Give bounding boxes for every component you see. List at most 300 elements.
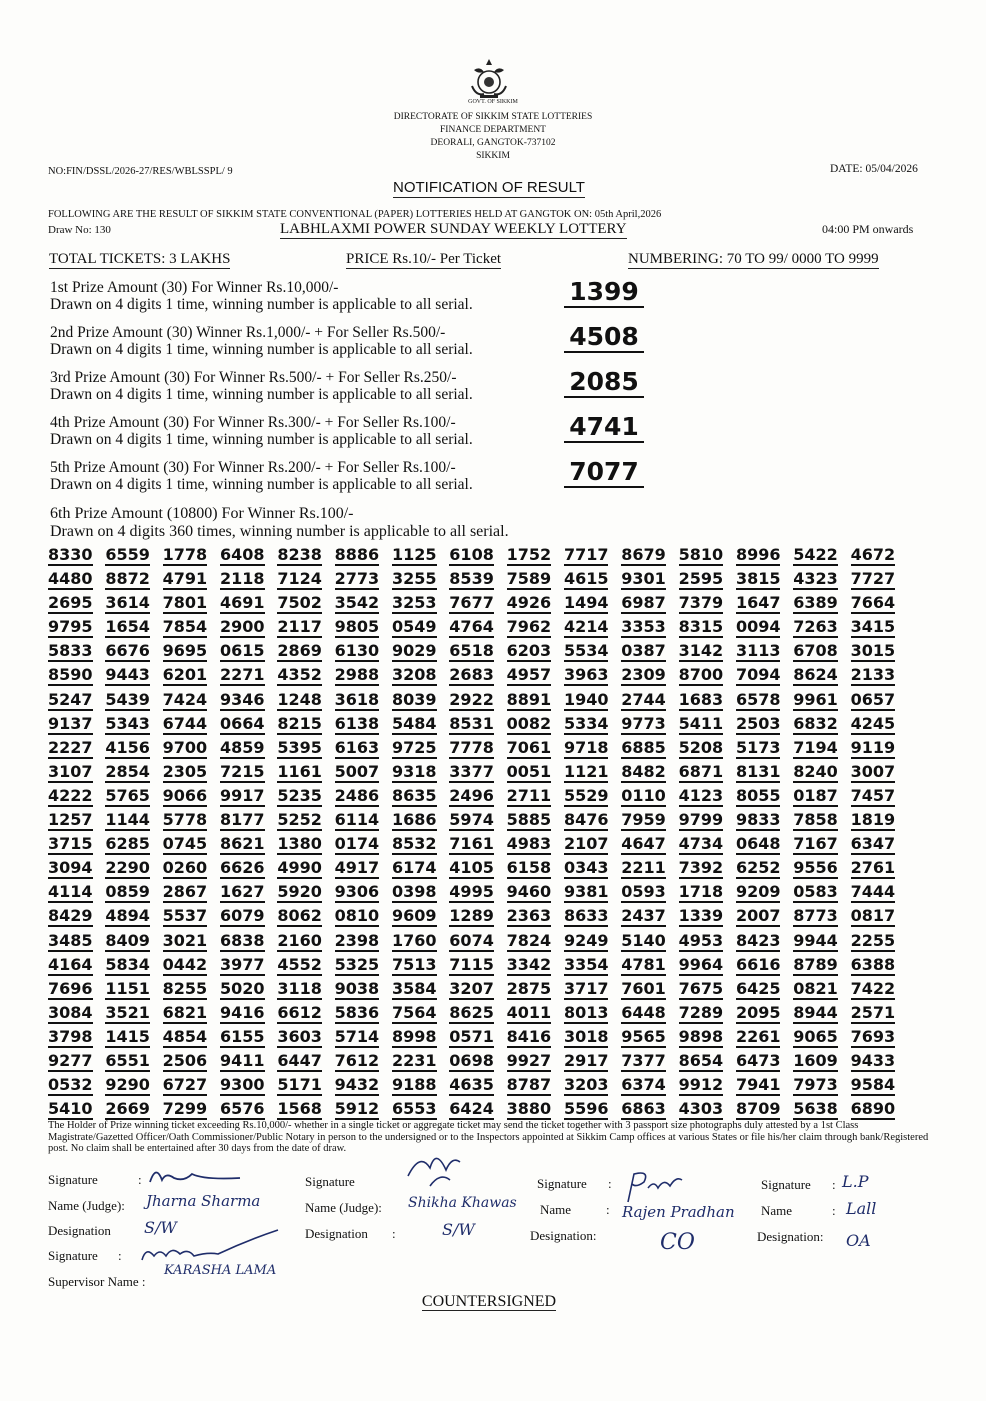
prize-6-number-text: 9584 xyxy=(850,1075,896,1095)
prize-6-number xyxy=(48,1026,105,1050)
prize-6-number xyxy=(679,689,736,713)
prize-6-number xyxy=(105,664,162,688)
prize-6-number-text: 2095 xyxy=(735,1002,781,1022)
prize-6-number xyxy=(564,640,621,664)
signature-3-scribble xyxy=(622,1166,692,1206)
prize-6-number-text: 6576 xyxy=(219,1099,265,1119)
prize-6-number xyxy=(793,954,850,978)
prize-6-number xyxy=(679,713,736,737)
prize-6-number xyxy=(163,905,220,929)
prize-6-number-text: 9416 xyxy=(219,1002,265,1022)
prize-6-number-text: 8416 xyxy=(506,1026,552,1046)
prize-title: 5th Prize Amount (30) For Winner Rs.200/- + For Seller Rs.100/- xyxy=(50,459,456,476)
prize-6-number-text: 9038 xyxy=(334,978,380,998)
countersigned-heading xyxy=(0,1293,978,1311)
prize-6-number-text: 8055 xyxy=(735,785,781,805)
prize-6-number-text: 4156 xyxy=(105,737,150,757)
prize-6-number-text: 8131 xyxy=(735,761,781,781)
prize-6-number-text: 5810 xyxy=(678,545,724,564)
prize-6-number xyxy=(48,640,105,664)
name-label-3: Name xyxy=(540,1202,572,1217)
prize-6-number xyxy=(163,978,220,1002)
prize-6-number-text: 1718 xyxy=(678,882,724,902)
prize-6-number xyxy=(851,640,908,664)
prize-6-number-text: 8625 xyxy=(449,1002,494,1022)
prize-6-number-text: 1568 xyxy=(277,1099,322,1119)
prize-6-number xyxy=(335,1026,392,1050)
prize-6-number-text: 9318 xyxy=(391,761,437,781)
prize-6-number-text: 0549 xyxy=(391,617,437,637)
directorate-line: DIRECTORATE OF SIKKIM STATE LOTTERIES xyxy=(393,112,593,122)
prize-6-number xyxy=(851,592,908,616)
prize-6-number xyxy=(392,857,449,881)
prize-6-number-text: 9301 xyxy=(621,569,666,589)
prize-6-number xyxy=(449,930,506,954)
prize-6-number xyxy=(736,833,793,857)
prize-6-number-text: 2506 xyxy=(162,1050,208,1070)
prize-6-number-text: 9249 xyxy=(563,930,609,950)
prize-6-number-text: 0821 xyxy=(793,978,838,998)
prize-6-number xyxy=(679,1002,736,1026)
prize-6-number xyxy=(679,761,736,785)
prize-6-number xyxy=(163,1098,220,1122)
prize-6-number xyxy=(163,664,220,688)
prize-6-number-text: 5173 xyxy=(735,737,781,757)
prize-6-number-text: 5422 xyxy=(793,545,838,564)
prize-6-number xyxy=(449,713,506,737)
prize-6-number-text: 9700 xyxy=(162,737,208,757)
prize-6-number xyxy=(564,978,621,1002)
prize-6-number xyxy=(392,1098,449,1122)
prize-6-number xyxy=(335,905,392,929)
prize-6-number xyxy=(679,616,736,640)
prize-6-number xyxy=(793,689,850,713)
prize-6-number xyxy=(335,930,392,954)
prize-6-number-text: 7377 xyxy=(621,1050,666,1070)
prize-6-number xyxy=(335,785,392,809)
prize-6-number-text: 4323 xyxy=(793,569,838,589)
designation-value-4: OA xyxy=(846,1231,871,1250)
prize-6-number-text: 4615 xyxy=(563,569,609,589)
prize-6-number xyxy=(621,1002,678,1026)
prize-6-number-text: 0859 xyxy=(105,882,150,902)
prize-6-number xyxy=(851,785,908,809)
prize-6-number xyxy=(621,785,678,809)
prize-6-number-text: 6108 xyxy=(449,545,494,564)
prize-6-number-text: 5714 xyxy=(334,1026,380,1046)
prize-6-number xyxy=(736,785,793,809)
prize-6-number xyxy=(335,568,392,592)
prize-6-number-text: 7299 xyxy=(162,1099,208,1119)
prize-6-number-text: 3015 xyxy=(850,641,896,661)
prize-6-number-text: 2595 xyxy=(678,569,724,589)
designation-label-3: Designation: xyxy=(530,1228,597,1243)
prize-6-number-text: 3208 xyxy=(391,665,437,685)
prize-6-number xyxy=(220,930,277,954)
prize-6-number-text: 8590 xyxy=(48,665,93,685)
prize-6-number-text: 4854 xyxy=(162,1026,208,1046)
prize-6-number-text: 9695 xyxy=(162,641,208,661)
address-line: DEORALI, GANGTOK-737102 xyxy=(430,138,556,148)
prize-6-number-text: 0698 xyxy=(449,1050,494,1070)
prize-6-number-text: 8423 xyxy=(735,930,781,950)
prize-6-number-text: 5410 xyxy=(48,1099,93,1119)
prize-6-number xyxy=(507,761,564,785)
prize-6-number-text: 4552 xyxy=(277,954,322,974)
prize-6-number-text: 8891 xyxy=(506,689,552,709)
prize-6-number-text: 1151 xyxy=(105,978,150,998)
prize-6-number xyxy=(48,1074,105,1098)
prize-6-number xyxy=(220,592,277,616)
prize-6-number xyxy=(793,1098,850,1122)
designation-label-1: Designation xyxy=(48,1223,111,1238)
prize-6-number-text: 3018 xyxy=(563,1026,609,1046)
prize-6-number xyxy=(48,737,105,761)
prize-6-number-text: 8709 xyxy=(735,1099,781,1119)
prize-6-number-text: 9066 xyxy=(162,785,208,805)
prize-6-number xyxy=(564,1002,621,1026)
prize-6-number-text: 6174 xyxy=(391,858,437,878)
prize-6-number-text: 7061 xyxy=(506,737,552,757)
prize-6-number xyxy=(621,1026,678,1050)
prize-6-number xyxy=(736,737,793,761)
prize-6-number xyxy=(736,1050,793,1074)
prize-6-number-text: 4859 xyxy=(219,737,265,757)
prize-6-number-text: 5020 xyxy=(219,978,265,998)
prize-6-number xyxy=(621,761,678,785)
prize-6-number-text: 5252 xyxy=(277,810,322,830)
prize-6-number xyxy=(851,568,908,592)
prize-6-number xyxy=(449,689,506,713)
prize-6-number xyxy=(220,954,277,978)
prize-6-number-text: 7263 xyxy=(793,617,838,637)
prize-6-number xyxy=(163,713,220,737)
prize-6-number-text: 9565 xyxy=(621,1026,666,1046)
prize-6-number xyxy=(507,1074,564,1098)
prize-6-number-text: 5912 xyxy=(334,1099,380,1119)
prize-6-number-text: 5208 xyxy=(678,737,724,757)
prize-title: 1st Prize Amount (30) For Winner Rs.10,000/- xyxy=(50,279,339,296)
prize-6-number-text: 4894 xyxy=(105,906,150,926)
prize-6-number-text: 8654 xyxy=(678,1050,724,1070)
prize-6-number-text: 1257 xyxy=(48,810,93,830)
prize-6-number-text: 0664 xyxy=(219,713,265,733)
prize-6-number xyxy=(48,785,105,809)
prize-6-number xyxy=(48,689,105,713)
prize-6-number-text: 5334 xyxy=(563,713,609,733)
prize-6-number-text: 4990 xyxy=(277,858,322,878)
prize-6-number-text: 9833 xyxy=(735,810,781,830)
prize-6-number xyxy=(163,592,220,616)
prize-6-number xyxy=(679,1050,736,1074)
prize-6-number-text: 8633 xyxy=(563,906,609,926)
prize-6-number xyxy=(163,737,220,761)
prize-6-number xyxy=(851,1074,908,1098)
prize-6-number-text: 1380 xyxy=(277,834,322,854)
reference-number: NO:FIN/DSSL/2026-27/RES/WBLSSPL/ 9 xyxy=(48,166,233,177)
prize-6-number xyxy=(48,905,105,929)
prize-6-number-text: 8240 xyxy=(793,761,838,781)
prize-6-number xyxy=(105,544,162,568)
name-label-4: Name xyxy=(761,1203,793,1218)
prize-6-number-text: 9917 xyxy=(219,785,265,805)
prize-6-number xyxy=(679,978,736,1002)
prize-6-number-text: 6285 xyxy=(105,834,150,854)
prize-6-number xyxy=(220,689,277,713)
prize-6-number-text: 0174 xyxy=(334,834,380,854)
prize-6-number xyxy=(335,857,392,881)
prize-4-block xyxy=(50,414,570,448)
prize-6-number-text: 1161 xyxy=(277,761,322,781)
prize-6-number xyxy=(564,785,621,809)
prize-6-number-text: 3717 xyxy=(563,978,609,998)
prize-6-number xyxy=(507,1098,564,1122)
prize-6-number xyxy=(736,881,793,905)
prize-6-number-text: 0387 xyxy=(621,641,666,661)
prize-6-number-text: 7392 xyxy=(678,858,724,878)
supervisor-sig-colon: : xyxy=(118,1248,122,1263)
supervisor-name-label: Supervisor Name : xyxy=(48,1274,146,1289)
prize-6-number xyxy=(793,833,850,857)
prize-6-number xyxy=(679,954,736,978)
prize-6-number-text: 9927 xyxy=(506,1050,552,1070)
prize-6-number xyxy=(851,1050,908,1074)
prize-6-number xyxy=(564,954,621,978)
prize-6-number xyxy=(48,930,105,954)
prize-6-number xyxy=(220,616,277,640)
prize-6-number-text: 2988 xyxy=(334,665,380,685)
prize-6-number-text: 5235 xyxy=(277,785,322,805)
prize-6-number xyxy=(793,1074,850,1098)
prize-6-number xyxy=(793,905,850,929)
prize-6-number xyxy=(736,930,793,954)
prize-6-number xyxy=(736,640,793,664)
prize-6-number-text: 3798 xyxy=(48,1026,93,1046)
signature-1-scribble xyxy=(144,1160,244,1188)
prize-6-number-text: 8482 xyxy=(621,761,666,781)
prize-6-number xyxy=(392,640,449,664)
prize-6-number xyxy=(793,930,850,954)
prize-6-number xyxy=(163,1050,220,1074)
prize-6-number xyxy=(392,761,449,785)
prize-6-number-text: 2744 xyxy=(621,689,666,709)
prize-6-number-text: 6163 xyxy=(334,737,380,757)
official-name-4: Lall xyxy=(846,1199,877,1218)
prize-6-number xyxy=(851,664,908,688)
prize-6-number-text: 6838 xyxy=(219,930,265,950)
prize-6-number xyxy=(220,785,277,809)
prize-6-number xyxy=(220,1098,277,1122)
prize-6-number-text: 8409 xyxy=(105,930,150,950)
prize-6-number-text: 3118 xyxy=(277,978,322,998)
prize-6-number xyxy=(851,881,908,905)
prize-6-number-text: 3521 xyxy=(105,1002,150,1022)
prize-6-number xyxy=(679,1074,736,1098)
prize-6-number-text: 9290 xyxy=(105,1075,150,1095)
prize-6-number-text: 4672 xyxy=(850,545,896,564)
prize-6-number-text: 5534 xyxy=(563,641,609,661)
prize-6-number-text: 9432 xyxy=(334,1075,380,1095)
prize-6-number xyxy=(851,761,908,785)
sig-colon-1: : xyxy=(138,1172,142,1187)
prize-6-number-text: 9961 xyxy=(793,689,838,709)
prize-6-number xyxy=(449,978,506,1002)
prize-6-number xyxy=(105,1050,162,1074)
prize-6-number-text: 3584 xyxy=(391,978,437,998)
prize-6-number xyxy=(277,1026,334,1050)
prize-6-number xyxy=(449,1026,506,1050)
prize-6-number xyxy=(793,761,850,785)
prize-6-number-text: 8787 xyxy=(506,1075,552,1095)
prize-6-number xyxy=(736,664,793,688)
prize-6-number-text: 3614 xyxy=(105,593,150,613)
prize-6-number-text: 2290 xyxy=(105,858,150,878)
prize-6-number-text: 5343 xyxy=(105,713,150,733)
prize-6-number-text: 0082 xyxy=(506,713,552,733)
prize-6-number xyxy=(621,1074,678,1098)
notification-date: DATE: 05/04/2026 xyxy=(830,163,918,175)
ticket-numbering: NUMBERING: 70 TO 99/ 0000 TO 9999 xyxy=(628,251,879,267)
prize-6-number xyxy=(105,1002,162,1026)
prize-6-number xyxy=(793,1002,850,1026)
prize-6-number-text: 8013 xyxy=(563,1002,609,1022)
prize-6-number-text: 9898 xyxy=(678,1026,724,1046)
prize-6-number xyxy=(449,616,506,640)
prize-6-number xyxy=(564,544,621,568)
prize-4-number: 4741 xyxy=(564,413,644,443)
prize-desc: Drawn on 4 digits 1 time, winning number is applicable to all serial. xyxy=(50,476,473,493)
prize-6-number xyxy=(793,664,850,688)
prize-6-number xyxy=(277,978,334,1002)
prize-6-number-text: 5140 xyxy=(621,930,666,950)
prize-6-number-text: 1121 xyxy=(563,761,609,781)
prize-6-number xyxy=(507,978,564,1002)
name-label-2: Name (Judge): xyxy=(305,1200,382,1215)
judge-name-1: Jharna Sharma xyxy=(146,1192,261,1210)
prize-6-number xyxy=(449,809,506,833)
prize-6-number-text: 2711 xyxy=(506,785,552,805)
prize-6-number xyxy=(736,1098,793,1122)
prize-6-number xyxy=(564,689,621,713)
prize-6-number-text: 0583 xyxy=(793,882,838,902)
prize-6-number xyxy=(449,737,506,761)
prize-6-number xyxy=(48,857,105,881)
prize-6-number-text: 9460 xyxy=(506,882,552,902)
prize-6-number xyxy=(621,544,678,568)
prize-6-number xyxy=(679,568,736,592)
prize-6-number xyxy=(48,833,105,857)
prize-6-number xyxy=(621,905,678,929)
prize-6-number-text: 7424 xyxy=(162,689,208,709)
prize-6-number xyxy=(449,664,506,688)
prize-6-number xyxy=(851,713,908,737)
prize-6-number xyxy=(277,1074,334,1098)
prize-6-number xyxy=(220,1074,277,1098)
prize-6-number-text: 1654 xyxy=(105,617,150,637)
prize-6-number xyxy=(48,1002,105,1026)
prize-6-number xyxy=(793,737,850,761)
prize-6-number xyxy=(220,1026,277,1050)
prize-6-number xyxy=(220,809,277,833)
prize-6-number-text: 3603 xyxy=(277,1026,322,1046)
prize-6-number xyxy=(105,713,162,737)
prize-6-number-text: 9944 xyxy=(793,930,838,950)
prize-6-number-text: 9718 xyxy=(563,737,609,757)
prize-6-number xyxy=(507,1002,564,1026)
prize-6-number xyxy=(507,544,564,568)
prize-6-number xyxy=(277,640,334,664)
prize-6-number-text: 0615 xyxy=(219,641,265,661)
prize-6-number xyxy=(621,737,678,761)
prize-6-number-text: 6616 xyxy=(735,954,781,974)
prize-6-number xyxy=(621,930,678,954)
prize-6-number-text: 6203 xyxy=(506,641,552,661)
prize-6-number-text: 7601 xyxy=(621,978,666,998)
prize-6-number xyxy=(679,785,736,809)
prize-6-number xyxy=(335,1098,392,1122)
sig-label-1: Signature xyxy=(48,1172,98,1187)
prize-6-number-text: 0593 xyxy=(621,882,666,902)
prize-6-number xyxy=(564,761,621,785)
prize-6-number-text: 7422 xyxy=(850,978,896,998)
prize-6-number xyxy=(392,1002,449,1026)
prize-6-number xyxy=(679,544,736,568)
prize-6-number xyxy=(564,930,621,954)
prize-6-number xyxy=(851,833,908,857)
prize-6-number-text: 8039 xyxy=(391,689,437,709)
name-colon-4: : xyxy=(832,1203,836,1218)
prize-6-number xyxy=(736,689,793,713)
prize-6-number xyxy=(163,640,220,664)
prize-6-number xyxy=(507,616,564,640)
prize-6-number-text: 6885 xyxy=(621,737,666,757)
prize-6-number xyxy=(736,544,793,568)
prize-6-number xyxy=(449,1002,506,1026)
prize-6-number-text: 9725 xyxy=(391,737,437,757)
prize-6-number xyxy=(736,978,793,1002)
state-line: SIKKIM xyxy=(476,151,510,161)
prize-6-number xyxy=(564,1026,621,1050)
prize-6-number-text: 8679 xyxy=(621,545,666,564)
prize-1-block xyxy=(50,279,570,313)
prize-6-number xyxy=(335,640,392,664)
prize-6-number-text: 6130 xyxy=(334,641,380,661)
designation-value-1: S/W xyxy=(144,1218,177,1237)
prize-6-number xyxy=(392,737,449,761)
prize-6-number xyxy=(793,713,850,737)
prize-6-number-text: 6347 xyxy=(850,834,896,854)
prize-6-number xyxy=(449,544,506,568)
prize-6-number xyxy=(507,785,564,809)
prize-6-number xyxy=(564,1050,621,1074)
prize-6-number-text: 7612 xyxy=(334,1050,380,1070)
prize-6-number xyxy=(679,737,736,761)
prize-6-number-text: 2117 xyxy=(277,617,322,637)
prize-6-number xyxy=(220,881,277,905)
prize-title: 2nd Prize Amount (30) Winner Rs.1,000/- + For Seller Rs.500/- xyxy=(50,324,446,341)
prize-6-number-text: 7959 xyxy=(621,810,666,830)
prize-6-number xyxy=(335,664,392,688)
prize-6-number xyxy=(564,857,621,881)
prize-6-number-text: 4995 xyxy=(449,882,494,902)
prize-6-number-text: 2118 xyxy=(219,569,265,589)
prize-6-number-text: 7161 xyxy=(449,834,494,854)
prize-6-number-text: 5638 xyxy=(793,1099,838,1119)
prize-6-number-text: 9306 xyxy=(334,882,380,902)
prize-6-number-text: 7502 xyxy=(277,593,322,613)
prize-6-number xyxy=(335,1050,392,1074)
prize-6-number-text: 2486 xyxy=(334,785,380,805)
